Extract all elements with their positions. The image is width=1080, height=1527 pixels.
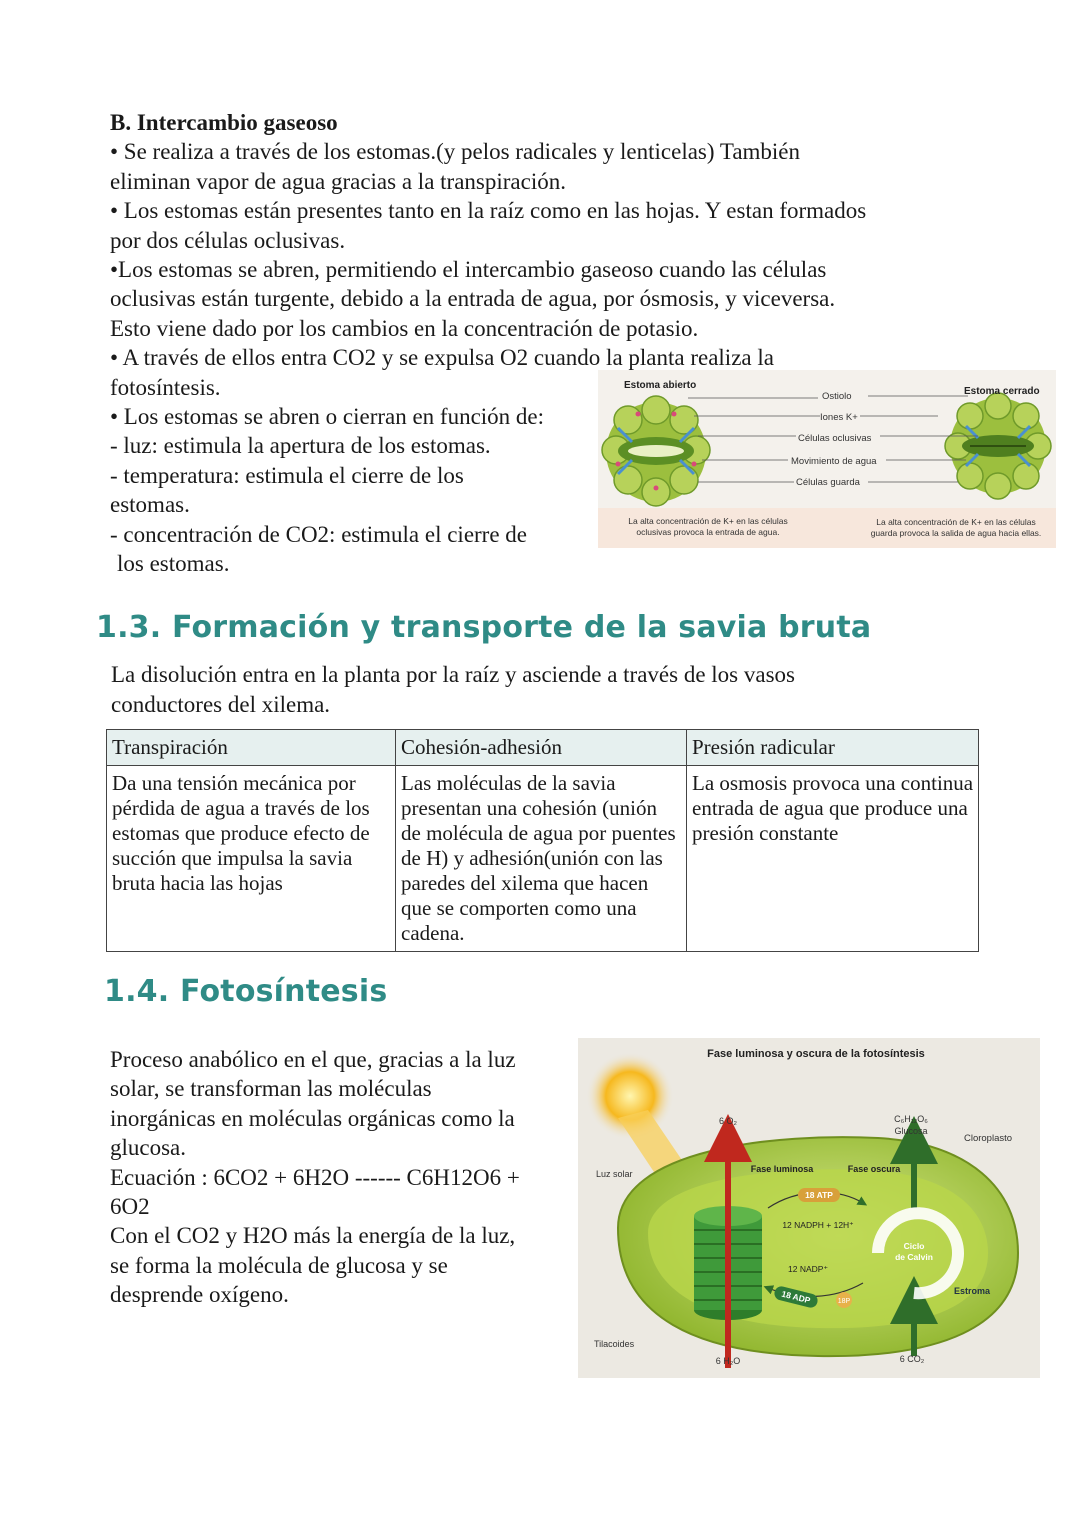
heading-savia-bruta: 1.3. Formación y transporte de la savia bruta [96,610,872,645]
text-line: se forma la molécula de glucosa y se [110,1252,448,1278]
text-line: Proceso anabólico en el que, gracias a la luz [110,1047,516,1072]
text-line: estomas. [110,492,190,518]
text-line: - temperatura: estimula el cierre de los [110,462,464,488]
callout-celulas-oclusivas: Células oclusivas [798,433,872,444]
text-line: •Los estomas se abren, permitiendo el intercambio gaseoso cuando las células [110,257,827,283]
label-glucose: Glucosa [894,1126,928,1136]
text-line: La disolución entra en la planta por la raíz y asciende a través de los vasos [111,662,795,687]
text-line: Con el CO2 y H2O más la energía de la luz, [110,1223,516,1249]
label-nadph: 12 NADPH + 12H⁺ [782,1220,854,1230]
text-line: inorgánicas en moléculas orgánicas como la [110,1105,515,1131]
text-line: solar, se transforman las moléculas [110,1076,432,1102]
text-line: desprende oxígeno. [110,1282,289,1308]
text-line: - luz: estimula la apertura de los estomas. [110,433,491,459]
caption-right-2: guarda provoca la salida de agua hacia ellas. [870,528,1042,538]
cell-transpiracion: Da una tensión mecánica por pérdida de agua a través de los estomas que produce efecto de succión que impulsa la savia bruta hacia las hojas [107,766,396,952]
label-glucose-formula: C₆H₁₂O₆ [894,1114,928,1124]
section-b-title: B. Intercambio gaseoso [110,110,338,135]
paragraph-savia [111,660,931,719]
table-header-row [107,730,979,766]
label-stroma: Estroma [953,1286,991,1296]
text-line: los estomas. [117,551,230,577]
label-co2: 6 CO₂ [899,1354,925,1364]
label-thylakoids: Tilacoides [594,1339,635,1349]
table-row [107,766,979,952]
cell-presion: La osmosis provoca una continua entrada de agua que produce una presión constante [687,766,979,952]
label-dark-phase: Fase oscura [847,1164,901,1174]
text-line: • A través de ellos entra CO2 y se expulsa O2 cuando la planta realiza la [110,345,774,371]
header-presion: Presión radicular [687,730,979,766]
label-light-phase: Fase luminosa [750,1164,814,1174]
stoma-figure [598,370,1056,548]
label-h2o: 6 H₂O [715,1356,741,1366]
text-line: 6O2 [110,1194,150,1220]
label-pi: 18P [837,1298,851,1305]
photosynthesis-figure [578,1038,1040,1378]
text-line: conductores del xilema. [111,691,331,717]
label-adp: 18 ADP [780,1288,812,1306]
cell-cohesion: Las moléculas de la savia presentan una cohesión (unión de molécula de agua por puentes de H) y adhesión(unión con las paredes del xilema que hacen que se comporten como una cadena. [396,766,687,952]
text-line: eliminan vapor de agua gracias a la transpiración. [110,168,566,194]
text-line: Esto viene dado por los cambios en la concentración de potasio. [110,315,699,341]
caption-left-2: oclusivas provoca la entrada de agua. [636,527,780,537]
label-o2: 6 O₂ [719,1116,737,1126]
callout-celulas-guarda: Células guarda [796,477,860,488]
header-transpiracion: Transpiración [107,730,396,766]
text-line: glucosa. [110,1135,187,1161]
text-line: oclusivas están turgente, debido a la entrada de agua, por ósmosis, y viceversa. [110,286,836,312]
text-line: por dos células oclusivas. [110,227,346,253]
callout-ostiolo: Ostiolo [822,391,852,402]
heading-fotosintesis: 1.4. Fotosíntesis [104,974,388,1009]
closed-stoma-illustration [945,393,1051,499]
savia-table [106,729,979,952]
label-sunlight: Luz solar [596,1169,633,1179]
text-line: • Los estomas se abren o cierran en función de: [110,404,545,430]
callout-iones: Iones K+ [820,412,858,423]
label-calvin-2: de Calvin [895,1252,933,1262]
callout-movimiento-agua: Movimiento de agua [791,456,877,467]
label-atp: 18 ATP [805,1190,833,1200]
label-nadp: 12 NADP⁺ [788,1264,828,1274]
stoma-open-label: Estoma abierto [624,380,697,391]
text-line: fotosíntesis. [110,374,221,400]
figure-title: Fase luminosa y oscura de la fotosíntesis [707,1048,925,1060]
text-line: • Los estomas están presentes tanto en la raíz como en las hojas. Y estan formados [110,198,867,224]
caption-right-1: La alta concentración de K+ en las células [876,517,1036,527]
label-calvin-1: Ciclo [903,1241,925,1251]
paragraph-fotosintesis [110,1045,580,1310]
open-stoma-illustration [602,396,710,506]
stoma-closed-label: Estoma cerrado [964,386,1040,397]
text-line: - concentración de CO2: estimula el cierre de [110,521,528,547]
header-cohesion: Cohesión-adhesión [396,730,687,766]
text-line: Ecuación : 6CO2 + 6H2O ------ C6H12O6 + [110,1164,520,1190]
caption-left-1: La alta concentración de K+ en las células [628,516,788,526]
text-line: • Se realiza a través de los estomas.(y pelos radicales y lenticelas) También [110,139,801,165]
label-chloroplast: Cloroplasto [963,1133,1013,1144]
